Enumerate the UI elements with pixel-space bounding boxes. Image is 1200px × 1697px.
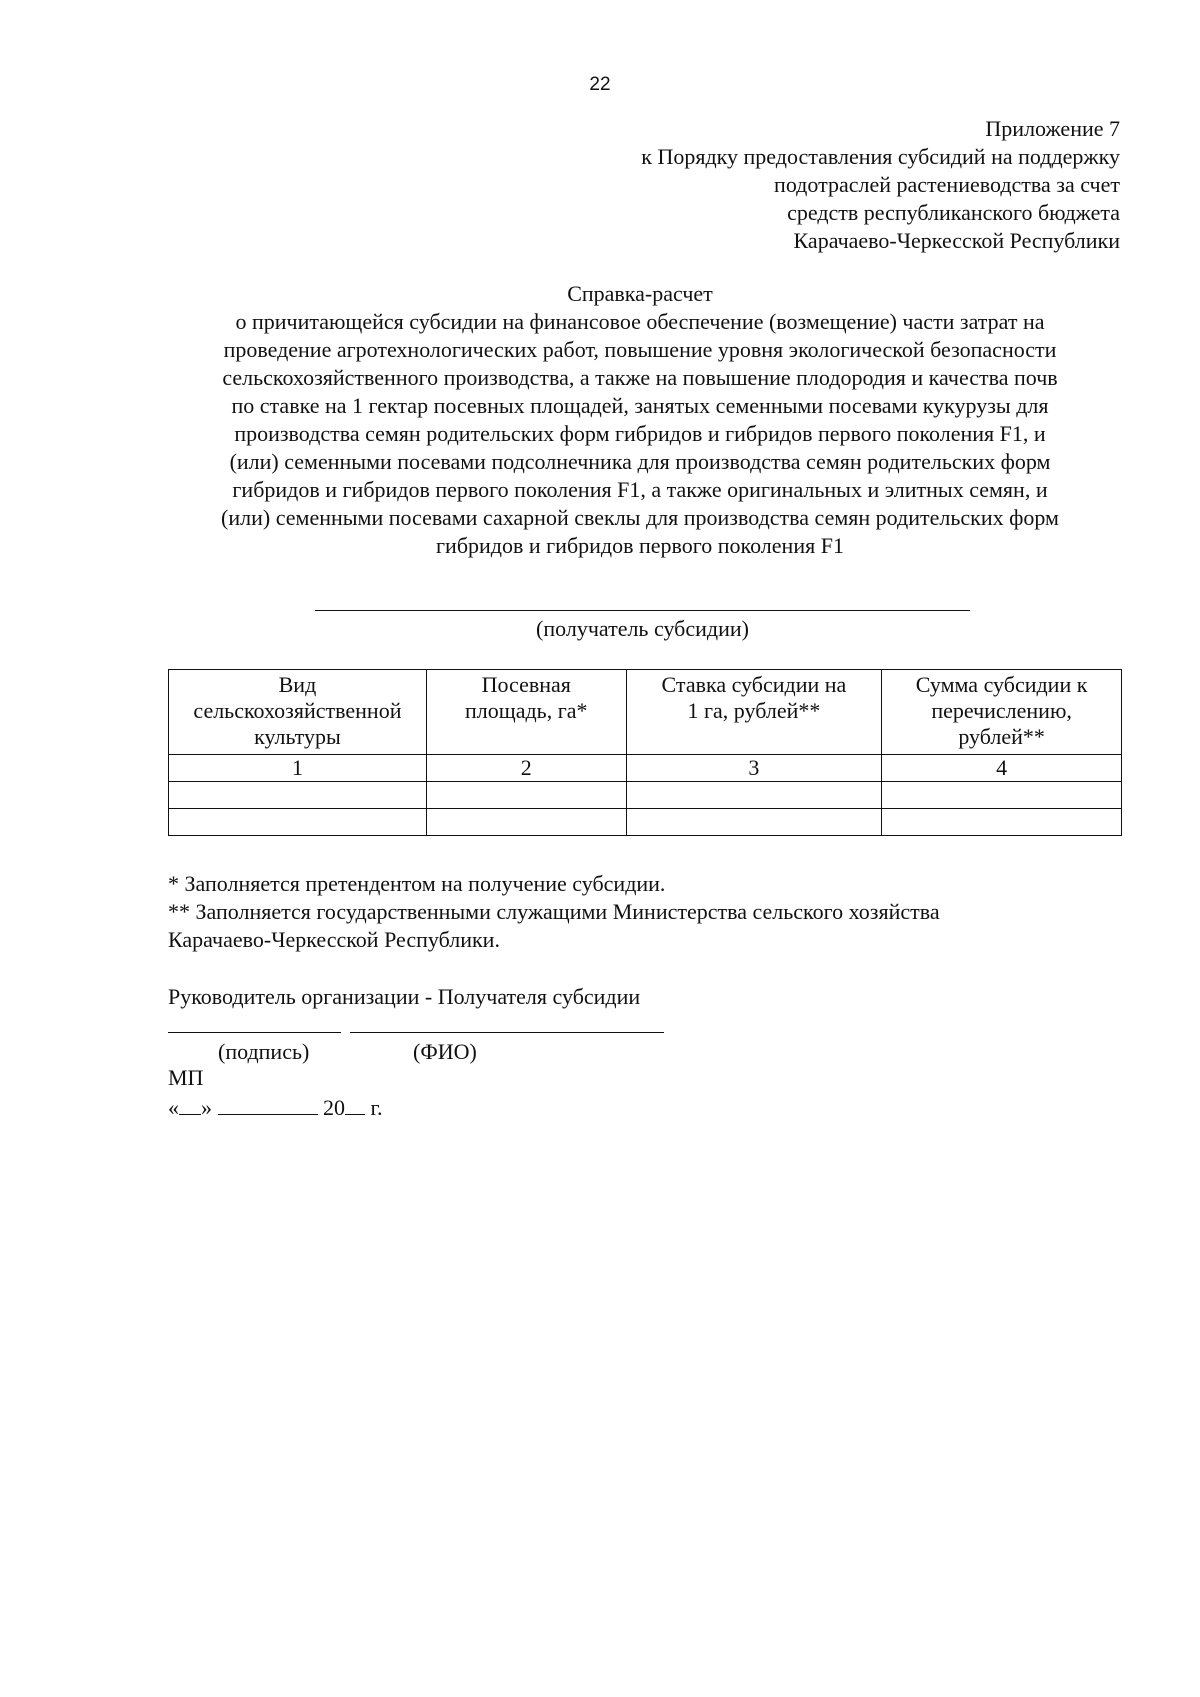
- title-line: проведение агротехнологических работ, повышение уровня экологической безопасности: [223, 337, 1057, 362]
- date-line: [168, 1094, 383, 1122]
- table-cell-empty[interactable]: [882, 782, 1122, 809]
- date-year-suffix: г.: [370, 1095, 383, 1120]
- table-number-row: [169, 755, 1122, 782]
- date-day-field[interactable]: [179, 1096, 201, 1115]
- appendix-line: средств республиканского бюджета: [787, 200, 1120, 225]
- footnote: * Заполняется претендентом на получение субсидии.: [168, 871, 666, 896]
- date-quote-open: «: [168, 1095, 179, 1120]
- header-line: перечислению,: [931, 698, 1072, 723]
- column-number: 3: [626, 755, 882, 782]
- document-title: [160, 280, 1120, 560]
- date-year-prefix: 20: [323, 1095, 345, 1120]
- title-line: (или) семенными посевами подсолнечника для производства семян родительских форм: [229, 449, 1051, 474]
- header-line: площадь, га*: [465, 698, 588, 723]
- footnote: Карачаево-Черкесской Республики.: [168, 927, 500, 952]
- title-line: сельскохозяйственного производства, а также на повышение плодородия и качества почв: [222, 365, 1058, 390]
- title-line: (или) семенными посевами сахарной свеклы для производства семян родительских форм: [221, 505, 1059, 530]
- header-subsidy-rate: [626, 670, 882, 755]
- header-line: Сумма субсидии к: [915, 672, 1088, 697]
- appendix-line: подотраслей растениеводства за счет: [774, 172, 1120, 197]
- signature-caption: (подпись): [218, 1039, 310, 1064]
- header-line: культуры: [254, 724, 341, 749]
- table-header-row: [169, 670, 1122, 755]
- recipient-caption: (получатель субсидии): [536, 616, 749, 641]
- header-sown-area: [426, 670, 626, 755]
- name-caption: (ФИО): [413, 1039, 477, 1064]
- column-number: 2: [426, 755, 626, 782]
- table-cell-empty[interactable]: [626, 782, 882, 809]
- header-crop-type: [169, 670, 427, 755]
- title-line: производства семян родительских форм гибридов и гибридов первого поколения F1, и: [234, 421, 1046, 446]
- header-line: Вид: [278, 672, 317, 697]
- appendix-line: к Порядку предоставления субсидий на поддержку: [641, 144, 1120, 169]
- header-line: рублей**: [958, 724, 1045, 749]
- table-row: [169, 809, 1122, 836]
- header-subsidy-amount: [882, 670, 1122, 755]
- footnote: ** Заполняется государственными служащими Министерства сельского хозяйства: [168, 899, 940, 924]
- header-line: 1 га, рублей**: [687, 698, 821, 723]
- table-cell-empty[interactable]: [169, 809, 427, 836]
- title-line: гибридов и гибридов первого поколения F1: [436, 533, 844, 558]
- appendix-line: Карачаево-Черкесской Республики: [793, 228, 1120, 253]
- column-number: 4: [882, 755, 1122, 782]
- table-cell-empty[interactable]: [426, 809, 626, 836]
- title-line: по ставке на 1 гектар посевных площадей, занятых семенными посевами кукурузы для: [231, 393, 1049, 418]
- footnotes: [168, 870, 1128, 954]
- column-number: 1: [169, 755, 427, 782]
- title-line: гибридов и гибридов первого поколения F1, а также оригинальных и элитных семян, и: [232, 477, 1048, 502]
- appendix-line: Приложение 7: [985, 116, 1120, 141]
- date-quote-close: »: [201, 1095, 212, 1120]
- table-cell-empty[interactable]: [169, 782, 427, 809]
- recipient-field-line[interactable]: [315, 610, 970, 611]
- header-line: Посевная: [481, 672, 571, 697]
- table-row: [169, 782, 1122, 809]
- date-month-field[interactable]: [218, 1096, 318, 1115]
- appendix-block: [520, 115, 1120, 255]
- calculation-table: [168, 669, 1122, 836]
- stamp-place-label: МП: [168, 1065, 204, 1090]
- date-year-field[interactable]: [345, 1096, 365, 1115]
- table-cell-empty[interactable]: [426, 782, 626, 809]
- table-cell-empty[interactable]: [626, 809, 882, 836]
- head-of-organization-label: Руководитель организации - Получателя субсидии: [168, 984, 641, 1009]
- title-heading: Справка-расчет: [567, 281, 713, 306]
- signature-field-line[interactable]: [168, 1032, 341, 1033]
- table-cell-empty[interactable]: [882, 809, 1122, 836]
- title-line: о причитающейся субсидии на финансовое обеспечение (возмещение) части затрат на: [235, 309, 1045, 334]
- page-number: 22: [589, 74, 611, 95]
- header-line: сельскохозяйственной: [193, 698, 402, 723]
- name-field-line[interactable]: [350, 1032, 664, 1033]
- header-line: Ставка субсидии на: [661, 672, 847, 697]
